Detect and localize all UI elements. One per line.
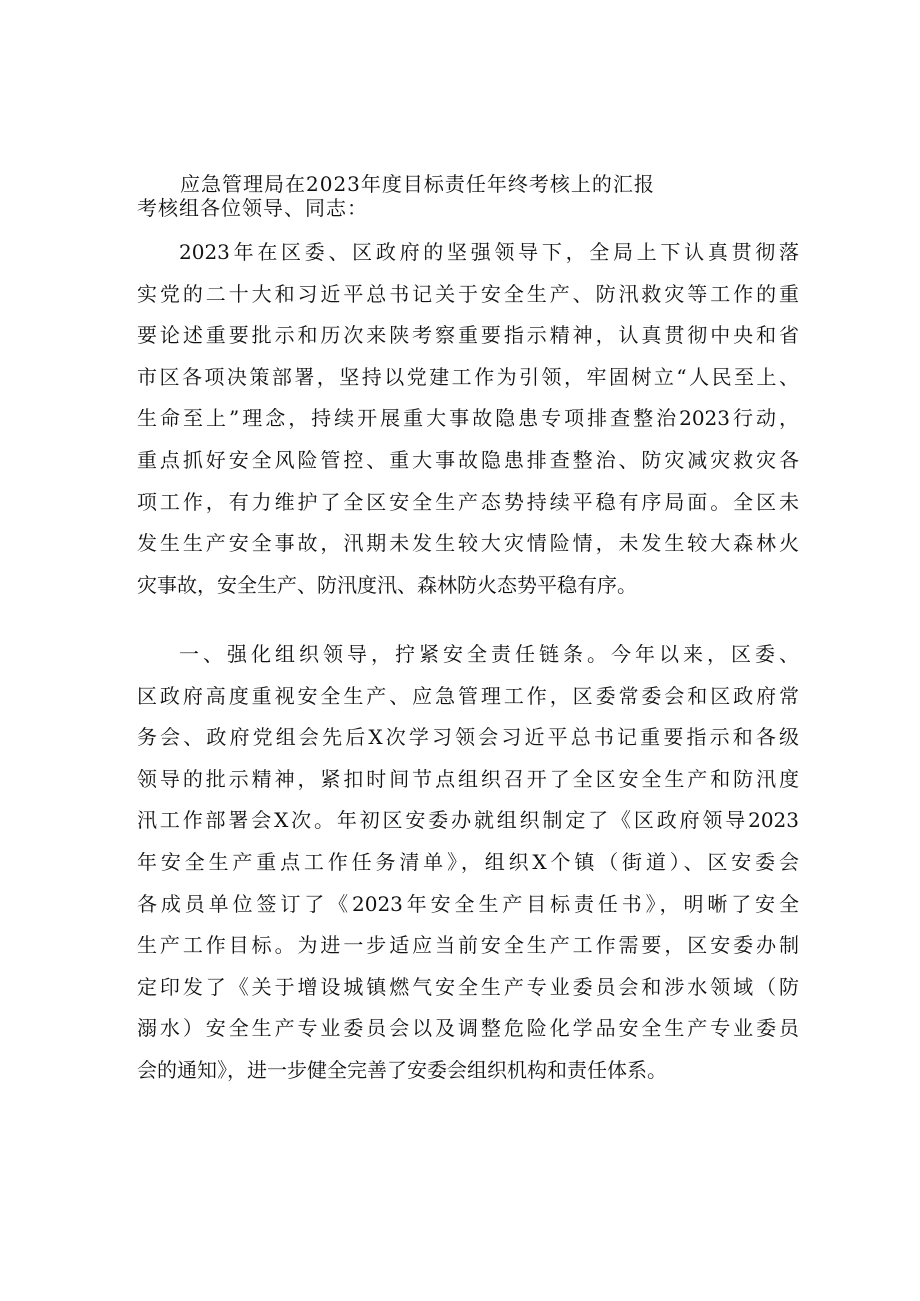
salutation: 考核组各位领导、同志： — [137, 196, 368, 220]
paragraph-line: 市区各项决策部署，坚持以党建工作为引领，牢固树立“人民至上、 — [137, 364, 799, 389]
paragraph-line: 定印发了《关于增设城镇燃气安全生产专业委员会和涉水领域（防 — [137, 974, 799, 999]
paragraph-line: 各成员单位签订了《2023年安全生产目标责任书》，明晰了安全 — [137, 891, 799, 916]
paragraph-line: 领导的批示精神，紧扣时间节点组织召开了全区安全生产和防汛度 — [137, 766, 799, 791]
paragraph-line: 一、强化组织领导，拧紧安全责任链条。今年以来，区委、 — [179, 642, 799, 666]
paragraph-line: 务会、政府党组会先后X次学习领会习近平总书记重要指示和各级 — [137, 725, 799, 750]
paragraph-line: 会的通知》，进一步健全完善了安委会组织机构和责任体系。 — [137, 1057, 667, 1082]
paragraph-line: 2023年在区委、区政府的坚强领导下，全局上下认真贯彻落 — [179, 240, 799, 264]
paragraph-line: 发生生产安全事故，汛期未发生较大灾情险情，未发生较大森林火 — [137, 531, 799, 556]
paragraph-line: 要论述重要批示和历次来陕考察重要指示精神，认真贯彻中央和省 — [137, 323, 799, 348]
paragraph-line: 生产工作目标。为进一步适应当前安全生产工作需要，区安委办制 — [137, 933, 799, 958]
paragraph-2 — [137, 634, 799, 1092]
paragraph-line: 汛工作部署会X次。年初区安委办就组织制定了《区政府领导2023 — [137, 808, 799, 833]
paragraph-line: 年安全生产重点工作任务清单》，组织X个镇（街道）、区安委会 — [137, 849, 799, 874]
paragraph-line: 重点抓好安全风险管控、重大事故隐患排查整治、防灾减灾救灾各 — [137, 447, 799, 472]
paragraph-line: 灾事故，安全生产、防汛度汛、森林防火态势平稳有序。 — [137, 572, 637, 597]
paragraph-line: 实党的二十大和习近平总书记关于安全生产、防汛救灾等工作的重 — [137, 281, 799, 306]
document-title: 应急管理局在2023年度目标责任年终考核上的汇报 — [180, 172, 655, 196]
paragraph-line: 区政府高度重视安全生产、应急管理工作，区委常委会和区政府常 — [137, 683, 799, 708]
paragraph-line: 项工作，有力维护了全区安全生产态势持续平稳有序局面。全区未 — [137, 489, 799, 514]
paragraph-1 — [137, 232, 799, 606]
paragraph-line: 溺水）安全生产专业委员会以及调整危险化学品安全生产专业委员 — [137, 1016, 799, 1041]
paragraph-line: 生命至上”理念，持续开展重大事故隐患专项排查整治2023行动， — [137, 406, 799, 431]
